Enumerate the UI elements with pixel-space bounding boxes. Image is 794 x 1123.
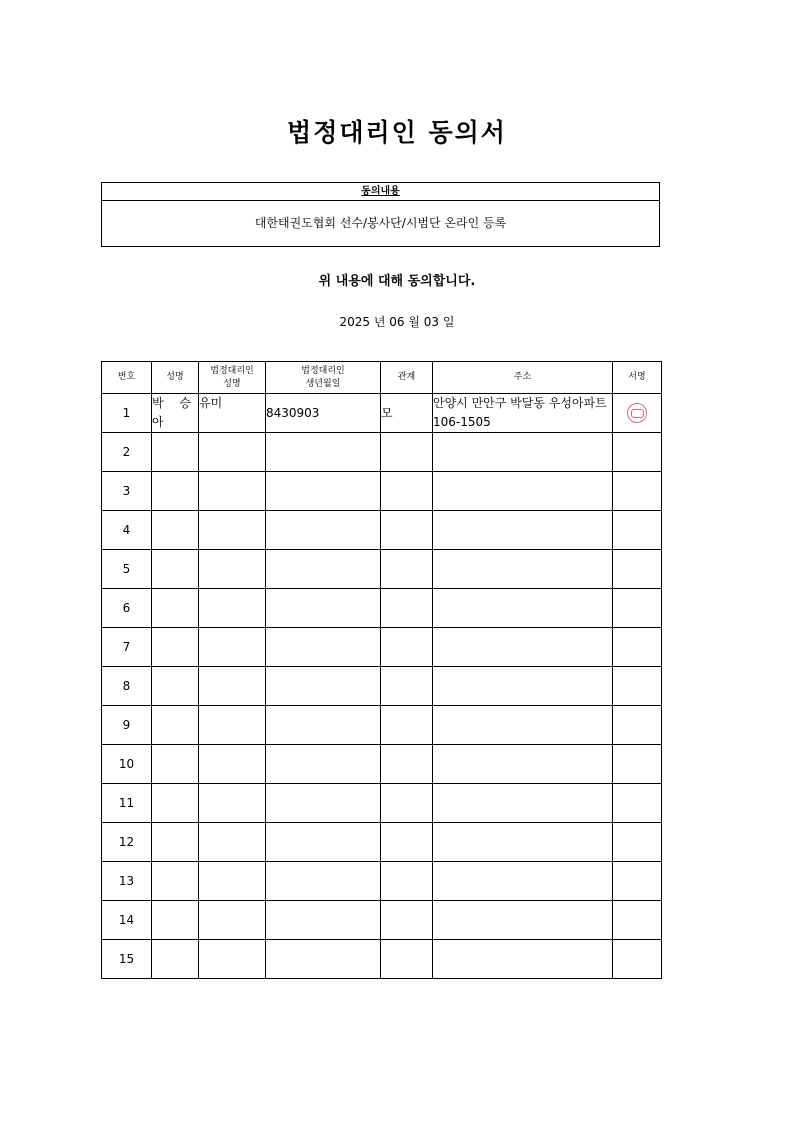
cell-relation (381, 433, 433, 472)
cell-relation (381, 901, 433, 940)
cell-rep-name (199, 472, 266, 511)
cell-address (433, 550, 613, 589)
cell-address (433, 433, 613, 472)
cell-relation (381, 784, 433, 823)
consent-header: 동의내용 (102, 183, 659, 201)
table-row (102, 433, 662, 472)
table-row (102, 394, 662, 433)
cell-rep-birth (266, 745, 381, 784)
cell-name (152, 511, 199, 550)
cell-signature (613, 511, 662, 550)
cell-rep-birth (266, 550, 381, 589)
cell-name (152, 550, 199, 589)
cell-relation (381, 667, 433, 706)
cell-relation (381, 745, 433, 784)
cell-number: 6 (102, 589, 152, 628)
cell-signature (613, 667, 662, 706)
cell-address (433, 511, 613, 550)
cell-relation: 모 (381, 394, 433, 433)
cell-number: 1 (102, 394, 152, 433)
cell-rep-name (199, 745, 266, 784)
cell-name (152, 628, 199, 667)
cell-signature (613, 745, 662, 784)
cell-name (152, 901, 199, 940)
table-row (102, 667, 662, 706)
cell-relation (381, 706, 433, 745)
cell-signature (613, 940, 662, 979)
cell-number: 13 (102, 862, 152, 901)
cell-relation (381, 511, 433, 550)
cell-rep-birth: 8430903 (266, 394, 381, 433)
cell-rep-birth (266, 823, 381, 862)
cell-rep-birth (266, 784, 381, 823)
cell-number: 5 (102, 550, 152, 589)
agreement-statement: 위 내용에 대해 동의합니다. (318, 274, 476, 289)
cell-signature (613, 472, 662, 511)
cell-address (433, 628, 613, 667)
cell-signature (613, 433, 662, 472)
cell-name (152, 472, 199, 511)
cell-name (152, 784, 199, 823)
table-row (102, 472, 662, 511)
cell-rep-birth (266, 706, 381, 745)
cell-number: 12 (102, 823, 152, 862)
cell-relation (381, 628, 433, 667)
table-row (102, 940, 662, 979)
header-name: 성명 (152, 362, 199, 394)
cell-signature (613, 901, 662, 940)
cell-number: 2 (102, 433, 152, 472)
cell-address (433, 784, 613, 823)
cell-relation (381, 589, 433, 628)
cell-number: 7 (102, 628, 152, 667)
cell-rep-birth (266, 862, 381, 901)
cell-number: 4 (102, 511, 152, 550)
cell-rep-name (199, 784, 266, 823)
header-address: 주소 (433, 362, 613, 394)
cell-address: 안양시 만안구 박달동 우성아파트 106-1505 (433, 394, 613, 433)
cell-address (433, 745, 613, 784)
table-row (102, 589, 662, 628)
table-row (102, 823, 662, 862)
cell-address (433, 901, 613, 940)
cell-address (433, 706, 613, 745)
registration-table (101, 361, 662, 979)
cell-signature (613, 394, 662, 433)
cell-name: 박 승 아 (152, 394, 199, 433)
cell-rep-name (199, 550, 266, 589)
cell-rep-birth (266, 433, 381, 472)
header-rep-birth: 법정대리인 생년월일 (266, 362, 381, 394)
table-row (102, 862, 662, 901)
cell-number: 11 (102, 784, 152, 823)
cell-rep-birth (266, 901, 381, 940)
cell-rep-name (199, 628, 266, 667)
cell-relation (381, 550, 433, 589)
header-rep-name: 법정대리인 성명 (199, 362, 266, 394)
cell-address (433, 472, 613, 511)
consent-text: 대한태권도협회 선수/봉사단/시범단 온라인 등록 (254, 216, 507, 230)
cell-rep-name (199, 706, 266, 745)
cell-name (152, 433, 199, 472)
table-row (102, 550, 662, 589)
cell-rep-birth (266, 940, 381, 979)
cell-name (152, 667, 199, 706)
cell-rep-birth (266, 667, 381, 706)
cell-rep-name (199, 511, 266, 550)
cell-signature (613, 784, 662, 823)
cell-address (433, 940, 613, 979)
table-row (102, 784, 662, 823)
table-row (102, 511, 662, 550)
cell-signature (613, 628, 662, 667)
cell-rep-name: 유미 (199, 394, 266, 433)
cell-number: 3 (102, 472, 152, 511)
cell-rep-name (199, 940, 266, 979)
cell-address (433, 823, 613, 862)
cell-relation (381, 862, 433, 901)
cell-rep-name (199, 667, 266, 706)
cell-name (152, 706, 199, 745)
header-number: 번호 (102, 362, 152, 394)
document-title: 법정대리인 동의서 (287, 118, 507, 147)
table-row (102, 706, 662, 745)
header-signature: 서명 (613, 362, 662, 394)
cell-rep-birth (266, 589, 381, 628)
cell-number: 8 (102, 667, 152, 706)
cell-signature (613, 589, 662, 628)
cell-address (433, 667, 613, 706)
cell-number: 10 (102, 745, 152, 784)
cell-number: 9 (102, 706, 152, 745)
cell-relation (381, 472, 433, 511)
cell-rep-birth (266, 511, 381, 550)
cell-name (152, 940, 199, 979)
cell-number: 14 (102, 901, 152, 940)
cell-signature (613, 550, 662, 589)
cell-rep-name (199, 862, 266, 901)
header-relation: 관계 (381, 362, 433, 394)
table-row (102, 901, 662, 940)
cell-rep-birth (266, 628, 381, 667)
consent-box (101, 182, 660, 247)
cell-rep-name (199, 823, 266, 862)
cell-number: 15 (102, 940, 152, 979)
cell-name (152, 823, 199, 862)
cell-address (433, 589, 613, 628)
consent-date: 2025 년 06 월 03 일 (339, 315, 455, 329)
cell-rep-name (199, 901, 266, 940)
cell-relation (381, 823, 433, 862)
cell-name (152, 862, 199, 901)
cell-rep-birth (266, 472, 381, 511)
table-header-row (102, 362, 662, 394)
cell-address (433, 862, 613, 901)
cell-name (152, 589, 199, 628)
signature-seal-icon (627, 403, 647, 423)
table-row (102, 628, 662, 667)
cell-rep-name (199, 589, 266, 628)
cell-signature (613, 862, 662, 901)
cell-name (152, 745, 199, 784)
cell-relation (381, 940, 433, 979)
cell-rep-name (199, 433, 266, 472)
table-row (102, 745, 662, 784)
cell-signature (613, 823, 662, 862)
cell-signature (613, 706, 662, 745)
